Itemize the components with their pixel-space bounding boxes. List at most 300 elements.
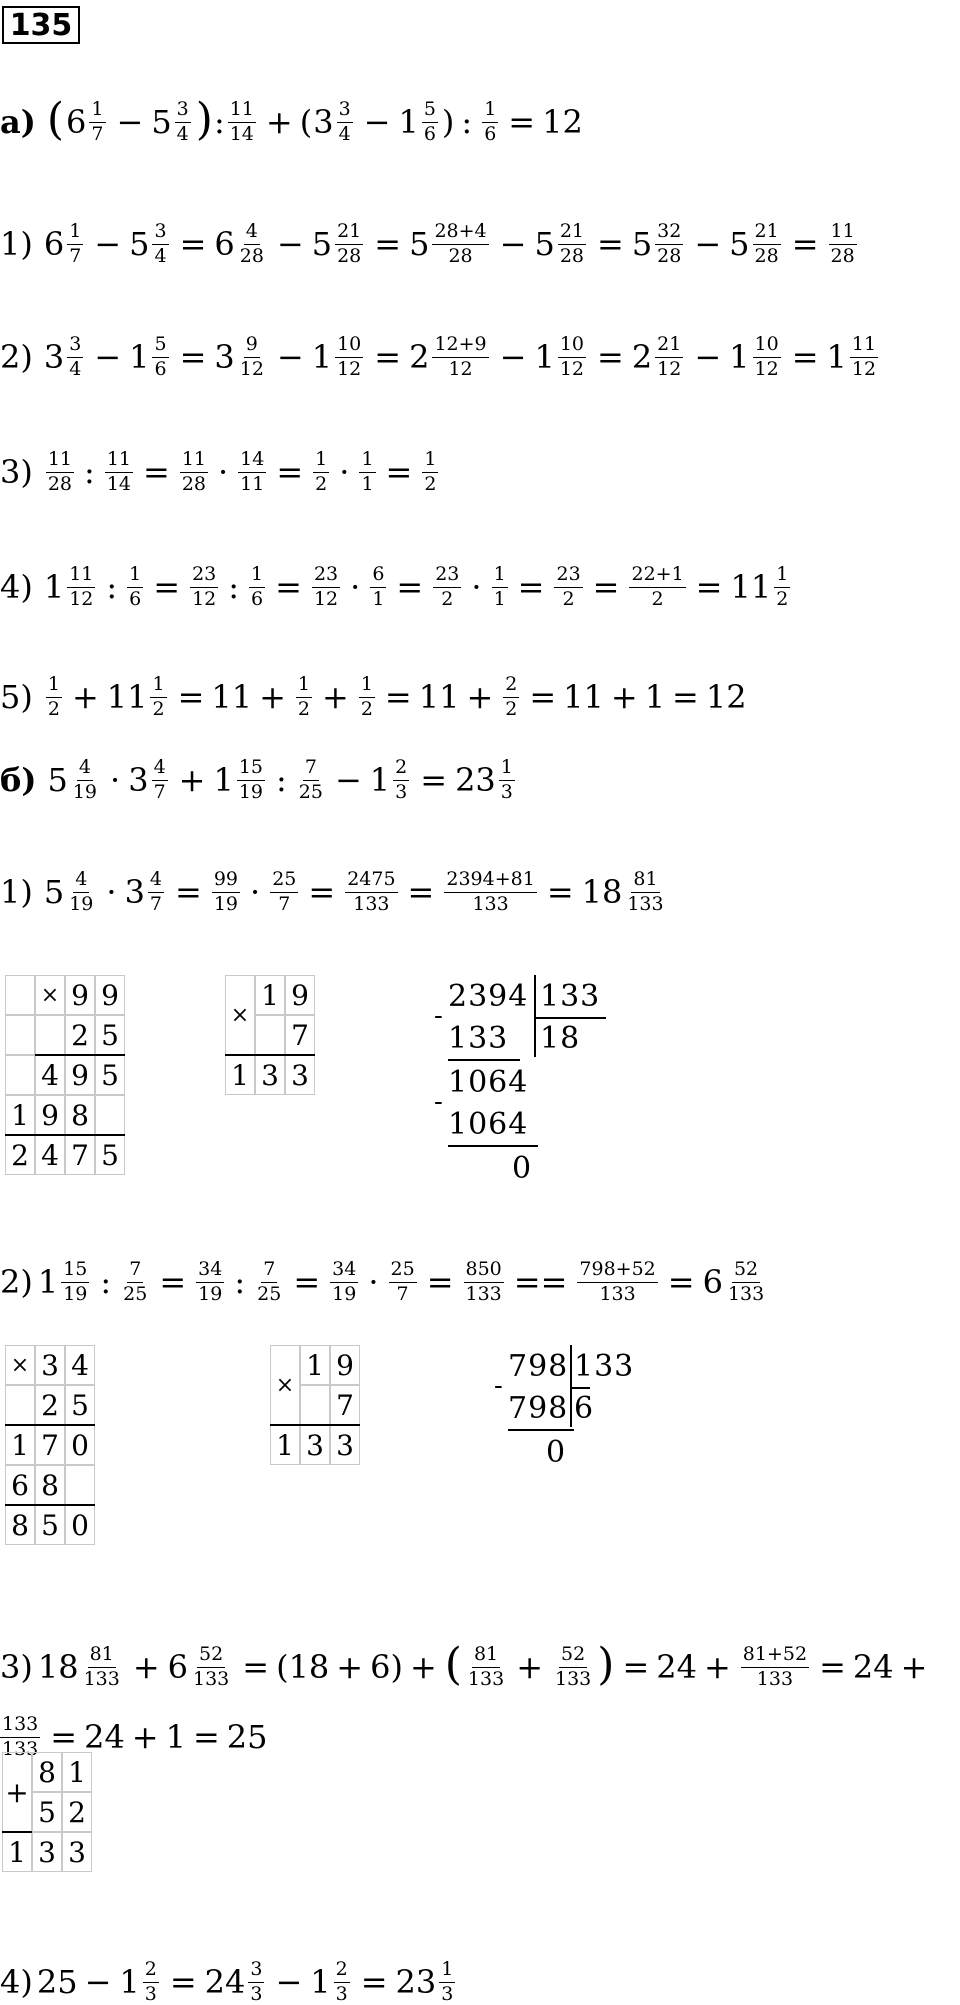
operator: + <box>409 1648 437 1687</box>
numerator: 11 <box>105 450 133 473</box>
math-text: 11 <box>106 678 148 717</box>
denominator: 28 <box>559 244 584 267</box>
grid-cell: 7 <box>285 1015 315 1055</box>
grid-cell: 1 <box>300 1345 330 1385</box>
operator: : <box>276 761 287 800</box>
grid-cell <box>35 1015 65 1055</box>
fraction <box>238 335 266 380</box>
numerator: 850 <box>464 1260 504 1283</box>
operator: + <box>516 1648 543 1687</box>
grid-cell: 3 <box>35 1345 65 1385</box>
denominator: 6 <box>423 122 436 145</box>
operator: : <box>106 568 118 607</box>
math-text: 4) <box>0 1963 33 2002</box>
operator: = <box>179 338 207 377</box>
division-number: 1064 <box>448 1107 529 1142</box>
grid-cell: 3 <box>285 1055 315 1095</box>
denominator: 19 <box>332 1282 357 1305</box>
fraction <box>248 1960 264 2005</box>
part-a-step-4 <box>0 565 794 610</box>
grid-cell: 5 <box>95 1135 125 1175</box>
operator: == <box>513 1263 568 1302</box>
denominator: 25 <box>257 1282 282 1305</box>
numerator: 7 <box>261 1260 277 1283</box>
operator: = <box>597 338 624 377</box>
fraction <box>312 565 340 610</box>
fraction <box>296 675 312 720</box>
rule-line <box>270 1424 360 1426</box>
fraction <box>152 222 168 267</box>
operator: : <box>100 1263 112 1302</box>
denominator: 25 <box>298 780 323 803</box>
grid-cell: 2 <box>35 1385 65 1425</box>
math-text: 1 <box>534 338 555 377</box>
division-number: 18 <box>540 1021 581 1056</box>
mixed-number <box>168 1645 235 1690</box>
problem-number <box>2 6 80 44</box>
denominator: 12 <box>559 357 584 380</box>
operator: = <box>385 453 413 492</box>
rule-line <box>2 1831 32 1833</box>
part-b-expression <box>0 758 519 803</box>
operator: = <box>360 1963 388 2002</box>
numerator: 3 <box>152 222 168 245</box>
mixed-number <box>128 758 170 803</box>
math-text: 24 <box>204 1963 246 2002</box>
denominator: 2 <box>424 472 437 495</box>
mixed-number <box>213 758 268 803</box>
fraction <box>238 450 266 495</box>
math-text: 1) <box>0 225 33 264</box>
denominator: 4 <box>154 244 167 267</box>
numerator: 81 <box>631 870 659 893</box>
operator: = <box>275 568 302 607</box>
rule-line <box>570 1387 590 1389</box>
denominator: 11 <box>240 472 265 495</box>
denominator: 7 <box>278 892 291 915</box>
grid-cell: 2 <box>5 1135 35 1175</box>
denominator: 19 <box>69 892 94 915</box>
numerator: 1 <box>499 758 515 781</box>
grid-cell: 1 <box>2 1832 32 1872</box>
math-text: 1 <box>119 1963 140 2002</box>
division-number: - <box>434 1001 444 1031</box>
grid-cell: 8 <box>65 1095 95 1135</box>
numerator: 3 <box>67 335 83 358</box>
grid-cell <box>95 1095 125 1135</box>
fraction <box>558 335 586 380</box>
grid-cell: 3 <box>330 1425 360 1465</box>
fraction <box>335 222 363 267</box>
mixed-number <box>455 758 518 803</box>
numerator: 11 <box>829 222 857 245</box>
part-b-step-4 <box>0 1960 459 2005</box>
grid-cell: 5 <box>32 1792 62 1832</box>
numerator: 4 <box>244 222 260 245</box>
fraction <box>330 1260 358 1305</box>
multiplication-99x25 <box>5 975 125 1195</box>
division-number: 1064 <box>448 1065 529 1100</box>
grid-cell <box>5 1055 35 1095</box>
denominator: 6 <box>251 587 264 610</box>
fraction <box>389 1260 417 1305</box>
mixed-number <box>151 100 193 145</box>
math-text: 18 <box>37 1648 79 1687</box>
denominator: 12 <box>69 587 94 610</box>
fraction <box>334 1960 350 2005</box>
denominator: 133 <box>83 1667 120 1690</box>
numerator: 3 <box>337 100 353 123</box>
numerator: 22+1 <box>629 565 685 588</box>
numerator: 23 <box>433 565 461 588</box>
numerator: 2394+81 <box>444 870 536 893</box>
part-a-step-2 <box>0 335 882 380</box>
fraction <box>237 758 265 803</box>
division-number: 798 <box>508 1349 569 1384</box>
operator: = <box>426 1263 454 1302</box>
numerator: 1 <box>492 565 508 588</box>
division-number: - <box>434 1087 444 1117</box>
numerator: 1 <box>150 675 166 698</box>
operator: · <box>106 873 117 912</box>
mixed-number <box>129 222 171 267</box>
numerator: 3 <box>175 100 191 123</box>
grid-cell <box>5 1015 35 1055</box>
math-text: 12 <box>705 678 747 717</box>
grid-cell: 5 <box>35 1505 65 1545</box>
operator: = <box>819 1648 846 1687</box>
denominator: 1 <box>361 472 374 495</box>
operator: + <box>336 1648 364 1687</box>
denominator: 133 <box>555 1667 592 1690</box>
rule-line <box>5 1134 125 1136</box>
grid-cell: 3 <box>300 1425 330 1465</box>
denominator: 2 <box>152 697 165 720</box>
multiplication-19x7 <box>225 975 315 1095</box>
fraction <box>67 565 95 610</box>
denominator: 14 <box>229 122 254 145</box>
numerator: 11 <box>850 335 878 358</box>
numerator: 9 <box>244 335 260 358</box>
numerator: 21 <box>655 335 683 358</box>
operator: = <box>667 1263 695 1302</box>
fraction <box>774 565 790 610</box>
denominator: 4 <box>69 357 82 380</box>
numerator: 21 <box>335 222 363 245</box>
mixed-number <box>119 1960 161 2005</box>
numerator: 1 <box>439 1960 455 1983</box>
mixed-number <box>38 1645 125 1690</box>
operator: + <box>131 1718 159 1757</box>
fraction <box>482 100 498 145</box>
operator: = <box>407 873 435 912</box>
numerator: 1 <box>67 222 83 245</box>
mixed-number <box>44 335 86 380</box>
fraction <box>753 335 781 380</box>
fraction <box>152 758 168 803</box>
denominator: 133 <box>465 1282 502 1305</box>
fraction <box>180 450 208 495</box>
math-text: 6 <box>702 1263 723 1302</box>
numerator: 4 <box>148 870 164 893</box>
operator: + <box>71 678 99 717</box>
denominator: 3 <box>250 1982 263 2005</box>
mixed-number <box>632 222 687 267</box>
math-text: 1) <box>0 873 33 912</box>
rule-line <box>448 1145 538 1147</box>
math-text: 3 <box>214 338 235 377</box>
math-text: ) <box>390 1648 403 1687</box>
operator: − <box>94 338 122 377</box>
mixed-number <box>729 222 784 267</box>
operator: − <box>116 103 144 142</box>
denominator: 28 <box>448 244 473 267</box>
fraction <box>433 565 461 610</box>
grid-cell: 1 <box>225 1055 255 1095</box>
numerator: 4 <box>77 758 93 781</box>
operator: = <box>192 1718 220 1757</box>
operator: = <box>242 1648 270 1687</box>
denominator: 2 <box>47 697 60 720</box>
numerator: 11 <box>228 100 256 123</box>
grid-cell: 7 <box>65 1135 95 1175</box>
math-text: 5 <box>631 225 653 264</box>
grid-cell: 3 <box>32 1832 62 1872</box>
numerator: 34 <box>330 1260 358 1283</box>
math-text: 11 <box>418 678 460 717</box>
denominator: 6 <box>484 122 497 145</box>
grid-cell: 9 <box>35 1095 65 1135</box>
grid-cell: 1 <box>62 1752 92 1792</box>
grid-cell <box>65 1465 95 1505</box>
denominator: 28 <box>337 244 362 267</box>
rule-line <box>225 1054 315 1056</box>
math-text: 1 <box>129 338 150 377</box>
numerator: 7 <box>303 758 319 781</box>
grid-cell: 1 <box>5 1095 35 1135</box>
mixed-number <box>534 335 589 380</box>
denominator: 7 <box>396 1282 409 1305</box>
math-text: 3 <box>128 761 149 800</box>
rule-line <box>5 1424 95 1426</box>
multiplication-19x7-second <box>270 1345 360 1465</box>
denominator: 6 <box>129 587 142 610</box>
math-text: 1 <box>213 761 234 800</box>
mixed-number <box>107 675 170 720</box>
math-text: : <box>213 103 225 142</box>
denominator: 2 <box>776 587 789 610</box>
numerator: 7 <box>127 1260 143 1283</box>
grid-cell: 5 <box>95 1055 125 1095</box>
fraction <box>191 1645 231 1690</box>
fraction <box>741 1645 809 1690</box>
fraction <box>829 222 857 267</box>
denominator: 4 <box>338 122 351 145</box>
division-bar <box>570 1345 572 1427</box>
math-text: 5 <box>311 225 333 264</box>
fraction <box>464 1260 504 1305</box>
numerator: 11 <box>180 450 208 473</box>
fraction <box>432 335 488 380</box>
fraction <box>67 222 83 267</box>
mixed-number <box>44 222 86 267</box>
mixed-number <box>47 758 102 803</box>
denominator: 133 <box>193 1667 230 1690</box>
numerator: 1 <box>46 675 62 698</box>
grid-cell: 2 <box>65 1015 95 1055</box>
numerator: 21 <box>558 222 586 245</box>
numerator: 1 <box>296 675 312 698</box>
operator: = <box>508 103 536 142</box>
long-division-798-by-133 <box>490 1345 650 1485</box>
operator: = <box>179 225 207 264</box>
math-text: 3 <box>313 103 334 142</box>
math-text: 24 <box>656 1648 697 1687</box>
denominator: 133 <box>467 1667 505 1690</box>
fraction <box>629 565 685 610</box>
fraction <box>143 1960 159 2005</box>
numerator: 5 <box>422 100 438 123</box>
math-text: 11 <box>730 568 772 607</box>
grid-cell: 6 <box>5 1465 35 1505</box>
parenthesis: ) <box>597 1639 615 1691</box>
grid-cell: 4 <box>35 1135 65 1175</box>
mixed-number <box>729 335 784 380</box>
denominator: 12 <box>754 357 779 380</box>
operator: = <box>374 225 402 264</box>
multiplication-34x25 <box>5 1345 95 1545</box>
fraction <box>554 565 582 610</box>
grid-cell: 9 <box>95 975 125 1015</box>
numerator: 11 <box>67 565 95 588</box>
fraction <box>503 675 519 720</box>
fraction <box>553 1645 593 1690</box>
denominator: 2 <box>441 587 454 610</box>
numerator: 23 <box>190 565 218 588</box>
operator: = <box>143 453 170 492</box>
operator: = <box>374 338 402 377</box>
rule-line <box>448 1059 520 1061</box>
math-text: 5 <box>729 225 750 264</box>
fraction <box>152 335 168 380</box>
denominator: 12 <box>851 357 877 380</box>
mixed-number <box>730 565 793 610</box>
math-text: 23 <box>395 1963 437 2002</box>
denominator: 133 <box>472 892 509 915</box>
fraction <box>150 675 166 720</box>
numerator: 3 <box>248 1960 264 1983</box>
operator: + <box>132 1648 160 1687</box>
denominator: 12 <box>448 357 473 380</box>
fraction <box>82 1645 122 1690</box>
math-text: ) <box>441 103 455 142</box>
grid-cell: 5 <box>95 1015 125 1055</box>
mixed-number <box>409 335 492 380</box>
mixed-number <box>312 335 367 380</box>
grid-cell: 7 <box>35 1425 65 1465</box>
math-text: 11 <box>211 678 253 717</box>
math-text: 3) <box>0 1648 33 1687</box>
math-text: 4) <box>0 568 33 607</box>
numerator: 1 <box>313 450 329 473</box>
operator: + <box>265 103 293 142</box>
fraction <box>359 450 375 495</box>
operator: = <box>622 1648 650 1687</box>
part-a-expression <box>0 94 583 146</box>
mixed-number <box>534 222 589 267</box>
fraction <box>196 1260 224 1305</box>
math-text: 5 <box>534 225 555 264</box>
numerator: 14 <box>238 450 266 473</box>
grid-cell: × <box>35 975 65 1015</box>
operator: − <box>334 761 362 800</box>
operator: = <box>791 225 819 264</box>
mixed-number <box>632 335 687 380</box>
operator: = <box>50 1718 78 1757</box>
operator: = <box>695 568 723 607</box>
part-b-label: б) <box>0 761 37 800</box>
math-text: 24 <box>84 1718 125 1757</box>
grid-cell: × <box>270 1345 300 1425</box>
math-text: 3 <box>124 873 145 912</box>
grid-cell: × <box>225 975 255 1055</box>
numerator: 6 <box>370 565 386 588</box>
denominator: 28 <box>239 244 264 267</box>
fraction <box>466 1645 506 1690</box>
math-text: 1 <box>369 761 391 800</box>
math-text: ( <box>276 1648 289 1687</box>
fraction <box>335 335 363 380</box>
grid-cell: 3 <box>62 1832 92 1872</box>
division-number: 2394 <box>448 979 529 1014</box>
mixed-number <box>370 758 412 803</box>
grid-cell: 2 <box>62 1792 92 1832</box>
grid-cell: 8 <box>32 1752 62 1792</box>
fraction <box>359 675 375 720</box>
fraction <box>190 565 218 610</box>
fraction <box>337 100 353 145</box>
mixed-number <box>38 1260 93 1305</box>
math-text: 2) <box>0 1263 33 1302</box>
math-text: 2) <box>0 338 33 377</box>
division-bar <box>534 975 536 1057</box>
denominator: 12 <box>337 357 362 380</box>
grid-cell <box>5 1385 35 1425</box>
denominator: 2 <box>315 472 328 495</box>
fraction <box>393 758 409 803</box>
mixed-number <box>310 1960 352 2005</box>
fraction <box>345 870 397 915</box>
operator: − <box>694 225 722 264</box>
denominator: 133 <box>353 892 390 915</box>
grid-cell: 0 <box>65 1505 95 1545</box>
fraction <box>255 1260 283 1305</box>
math-text: 2 <box>631 338 653 377</box>
grid-cell <box>255 1015 285 1055</box>
operator: − <box>275 1963 303 2002</box>
numerator: 52 <box>559 1645 587 1668</box>
denominator: 133 <box>727 1282 765 1305</box>
division-number: - <box>494 1371 504 1401</box>
numerator: 81 <box>88 1645 116 1668</box>
operator: · <box>471 568 482 607</box>
grid-cell: 8 <box>35 1465 65 1505</box>
division-number: 133 <box>448 1021 509 1056</box>
mixed-number <box>582 870 669 915</box>
math-text: 6 <box>167 1648 188 1687</box>
denominator: 12 <box>657 357 682 380</box>
operator: · <box>218 453 229 492</box>
